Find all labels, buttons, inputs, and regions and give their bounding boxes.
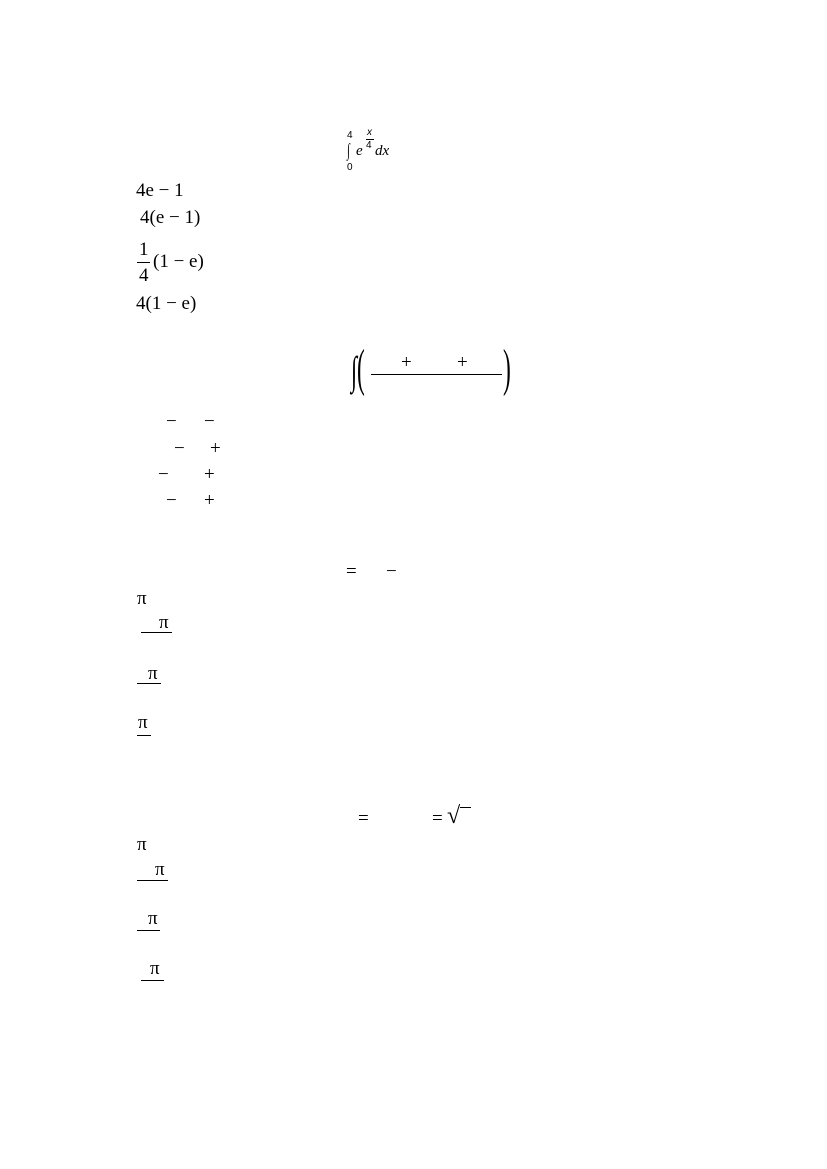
- q1-base-e: e: [356, 143, 363, 159]
- q3-option-b-pi: π: [159, 612, 169, 633]
- q4-option-d-fraction-bar: [141, 980, 164, 981]
- q2-plus-1: +: [401, 352, 412, 373]
- q3-option-c-fraction-bar: [137, 683, 161, 684]
- q1-option-c-numerator: 1: [139, 239, 149, 260]
- q2-option-a-sign-1: −: [166, 411, 177, 432]
- q1-exp-denominator: 4: [366, 140, 372, 151]
- q3-minus: −: [386, 561, 397, 582]
- q3-option-a[interactable]: π: [137, 588, 147, 609]
- q1-integral-sign: ∫: [347, 140, 350, 160]
- q4-option-c-pi: π: [148, 908, 158, 929]
- q4-option-d-pi: π: [150, 958, 160, 979]
- q2-integral-sign: ∫: [351, 348, 358, 393]
- q1-exp-numerator: x: [367, 127, 372, 138]
- q2-option-d-sign-2: +: [204, 490, 215, 511]
- q1-option-b[interactable]: 4(e − 1): [140, 207, 201, 228]
- q3-equals: =: [346, 561, 357, 582]
- q2-option-b-sign-1: −: [174, 438, 185, 459]
- q4-option-b-pi: π: [155, 859, 165, 880]
- q4-radical-sign: √: [447, 803, 461, 829]
- q1-option-a[interactable]: 4e − 1: [136, 180, 184, 201]
- q4-radical-bar: [460, 807, 471, 808]
- q4-option-c-fraction-bar: [137, 930, 160, 931]
- q2-option-a-sign-2: −: [204, 411, 215, 432]
- q1-upper-limit: 4: [347, 130, 353, 141]
- q4-equals-1: =: [358, 808, 369, 829]
- q3-option-d-pi: π: [138, 712, 148, 733]
- q1-option-c-fraction-bar: [137, 262, 150, 263]
- q3-option-c-pi: π: [148, 663, 158, 684]
- q4-option-b-fraction-bar: [137, 880, 168, 881]
- q2-left-paren: (: [357, 340, 365, 397]
- q1-option-c-rest: (1 − e): [153, 251, 204, 272]
- q1-option-c-denominator: 4: [139, 265, 149, 286]
- q2-option-b-sign-2: +: [210, 438, 221, 459]
- q2-right-paren: ): [503, 340, 511, 397]
- q3-option-d-fraction-bar: [137, 735, 151, 736]
- q2-option-c-sign-1: −: [158, 464, 169, 485]
- q2-option-c-sign-2: +: [204, 464, 215, 485]
- q3-option-b-fraction-bar: [141, 632, 172, 633]
- q1-option-d[interactable]: 4(1 − e): [136, 293, 197, 314]
- q2-option-d-sign-1: −: [166, 490, 177, 511]
- q4-option-a[interactable]: π: [137, 834, 147, 855]
- q2-plus-2: +: [457, 352, 468, 373]
- q1-lower-limit: 0: [347, 162, 353, 173]
- q1-dx: dx: [375, 143, 390, 159]
- q4-equals-2: =: [432, 808, 443, 829]
- q2-fraction-bar: [371, 374, 502, 375]
